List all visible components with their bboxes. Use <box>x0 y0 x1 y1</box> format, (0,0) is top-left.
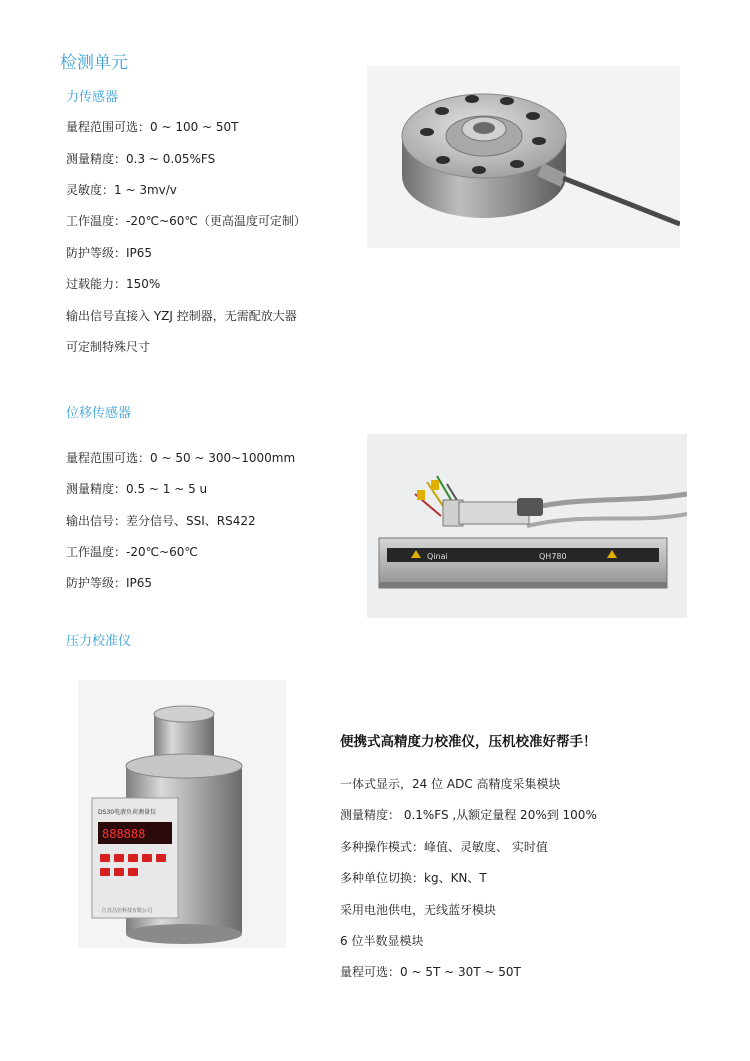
force-line: 防护等级：IP65 <box>66 246 153 260</box>
device-label: DS30电液负荷测量仪 <box>98 809 157 816</box>
calibrator-line: 一体式显示，24 位 ADC 高精度采集模块 <box>340 777 561 791</box>
linear-scale-image <box>367 434 687 618</box>
force-line: 灵敏度：1 ~ 3mv/v <box>66 183 177 197</box>
scale-label-left: Qinai <box>427 552 448 561</box>
force-line: 测量精度：0.3 ~ 0.05%FS <box>66 152 216 166</box>
displacement-line: 测量精度：0.5 ~ 1 ~ 5 u <box>66 482 208 496</box>
calibrator-line: 量程可选：0 ~ 5T ~ 30T ~ 50T <box>340 965 521 979</box>
force-line: 输出信号直接入 YZJ 控制器，无需配放大器 <box>66 309 297 323</box>
calibrator-line: 采用电池供电，无线蓝牙模块 <box>340 903 497 917</box>
displacement-line: 工作温度：-20℃~60℃ <box>66 545 198 559</box>
scale-label-right: QH780 <box>539 552 567 561</box>
force-line: 量程范围可选：0 ~ 100 ~ 50T <box>66 120 239 134</box>
load-cell-image <box>367 66 680 248</box>
displacement-line: 量程范围可选：0 ~ 50 ~ 300~1000mm <box>66 451 296 465</box>
calibrator-line: 6 位半数显模块 <box>340 934 424 948</box>
calibrator-image <box>78 680 286 948</box>
force-line: 工作温度：-20℃~60℃（更高温度可定制） <box>66 214 306 228</box>
calibrator-line: 多种操作模式：峰值、灵敏度、 实时值 <box>340 840 548 854</box>
device-company: 江苏昌仕科技有限公司 <box>102 908 153 914</box>
displacement-sensor-heading: 位移传感器 <box>66 406 132 421</box>
force-sensor-heading: 力传感器 <box>66 90 119 105</box>
calibrator-headline: 便携式高精度力校准仪，压机校准好帮手！ <box>340 734 597 750</box>
section-title: 检测单元 <box>60 53 128 73</box>
calibrator-heading: 压力校准仪 <box>66 634 132 649</box>
displacement-line: 输出信号：差分信号、SSI、RS422 <box>66 514 256 528</box>
force-line: 可定制特殊尺寸 <box>66 340 151 354</box>
device-display: 888888 <box>102 827 146 841</box>
calibrator-line: 测量精度： 0.1%FS ,从额定量程 20%到 100% <box>340 808 597 822</box>
force-line: 过载能力：150% <box>66 277 161 291</box>
displacement-line: 防护等级：IP65 <box>66 576 153 590</box>
calibrator-line: 多种单位切换：kg、KN、T <box>340 871 487 885</box>
